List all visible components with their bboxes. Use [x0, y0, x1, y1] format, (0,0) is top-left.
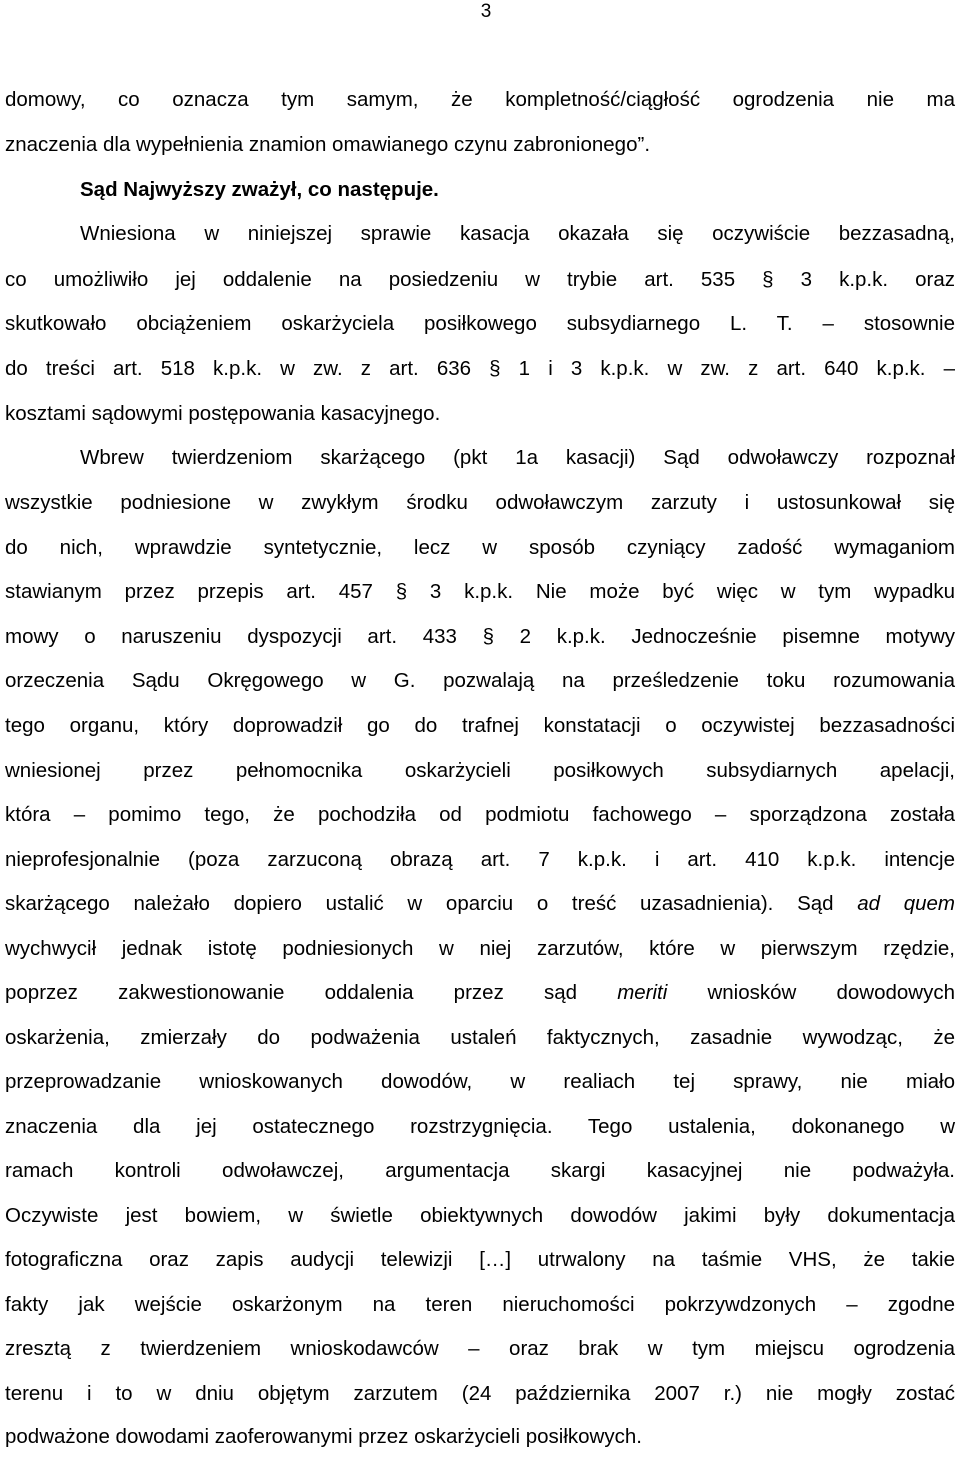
text-line	[5, 577, 955, 607]
text-segment: która – pomimo tego, że pochodziła od podmiotu fachowego – sporządzona została	[5, 803, 955, 826]
text-segment: poprzez zakwestionowanie oddalenia przez sąd	[5, 981, 618, 1004]
text-line	[5, 309, 955, 339]
text-line	[5, 978, 955, 1008]
text-segment: przeprowadzanie wnioskowanych dowodów, w realiach tej sprawy, nie miało	[5, 1070, 955, 1093]
text-line	[5, 1245, 955, 1275]
text-line	[5, 1334, 955, 1364]
text-line	[5, 399, 955, 429]
text-segment: podważone dowodami zaoferowanymi przez oskarżycieli posiłkowych.	[5, 1425, 642, 1448]
text-segment: wszystkie podniesione w zwykłym środku odwoławczym zarzuty i ustosunkował się	[5, 491, 955, 514]
text-segment: ad quem	[857, 892, 956, 915]
text-segment: wniesionej przez pełnomocnika oskarżycieli posiłkowych subsydiarnych apelacji,	[5, 759, 955, 782]
text-line	[5, 711, 955, 741]
text-line	[5, 1290, 955, 1320]
text-segment: do nich, wprawdzie syntetycznie, lecz w sposób czyniący zadość wymaganiom	[5, 536, 955, 559]
text-segment: ramach kontroli odwoławczej, argumentacja skargi kasacyjnej nie podważyła.	[5, 1159, 955, 1182]
text-line	[5, 1156, 955, 1186]
text-segment: nieprofesjonalnie (poza zarzuconą obrazą art. 7 k.p.k. i art. 410 k.p.k. intencje	[5, 848, 955, 871]
text-line	[5, 800, 955, 830]
text-line	[5, 354, 955, 384]
text-line	[5, 1422, 955, 1452]
text-line	[5, 85, 955, 115]
text-line	[5, 889, 955, 919]
text-segment: Wbrew twierdzeniom skarżącego (pkt 1a kasacji) Sąd odwoławczy rozpoznał	[80, 446, 955, 469]
text-line	[5, 1379, 955, 1409]
text-line	[5, 1067, 955, 1097]
page-number: 3	[480, 1, 492, 22]
text-segment: domowy, co oznacza tym samym, że kompletność/ciągłość ogrodzenia nie ma	[5, 88, 955, 111]
text-line	[5, 934, 955, 964]
text-segment: wychwycił jednak istotę podniesionych w niej zarzutów, które w pierwszym rzędzie,	[5, 937, 955, 960]
text-segment: do treści art. 518 k.p.k. w zw. z art. 636 § 1 i 3 k.p.k. w zw. z art. 640 k.p.k. –	[5, 357, 955, 380]
text-segment: znaczenia dla jej ostatecznego rozstrzygnięcia. Tego ustalenia, dokonanego w	[5, 1115, 955, 1138]
text-segment: kosztami sądowymi postępowania kasacyjnego.	[5, 402, 441, 425]
text-segment: znaczenia dla wypełnienia znamion omawianego czynu zabronionego”.	[5, 133, 651, 156]
text-segment: Sąd Najwyższy zważył, co następuje.	[80, 178, 439, 201]
text-line	[5, 756, 955, 786]
text-segment: mowy o naruszeniu dyspozycji art. 433 § 2 k.p.k. Jednocześnie pisemne motywy	[5, 625, 955, 648]
text-segment: orzeczenia Sądu Okręgowego w G. pozwalają na prześledzenie toku rozumowania	[5, 669, 955, 692]
text-segment: stawianym przez przepis art. 457 § 3 k.p.k. Nie może być więc w tym wypadku	[5, 580, 955, 603]
text-line	[5, 622, 955, 652]
text-line	[5, 265, 955, 295]
text-line	[5, 1023, 955, 1053]
text-line	[5, 845, 955, 875]
text-segment: oskarżenia, zmierzały do podważenia ustaleń faktycznych, zasadnie wywodząc, że	[5, 1026, 955, 1049]
text-segment: tego organu, który doprowadził go do trafnej konstatacji o oczywistej bezzasadności	[5, 714, 955, 737]
text-segment: Oczywiste jest bowiem, w świetle obiektywnych dowodów jakimi były dokumentacja	[5, 1204, 955, 1227]
text-segment: zresztą z twierdzeniem wnioskodawców – oraz brak w tym miejscu ogrodzenia	[5, 1337, 955, 1360]
text-line	[5, 1112, 955, 1142]
text-line	[80, 219, 955, 249]
text-segment: skutkowało obciążeniem oskarżyciela posiłkowego subsydiarnego L. T. – stosownie	[5, 312, 955, 335]
text-line	[5, 666, 955, 696]
text-segment: fotograficzna oraz zapis audycji telewizji […] utrwalony na taśmie VHS, że takie	[5, 1248, 955, 1271]
text-line	[5, 1201, 955, 1231]
text-segment: wniosków dowodowych	[667, 981, 955, 1004]
text-segment: skarżącego należało dopiero ustalić w oparciu o treść uzasadnienia). Sąd	[5, 892, 858, 915]
text-segment: terenu i to w dniu objętym zarzutem (24 października 2007 r.) nie mogły zostać	[5, 1382, 955, 1405]
text-segment: fakty jak wejście oskarżonym na teren nieruchomości pokrzywdzonych – zgodne	[5, 1293, 955, 1316]
text-line	[80, 175, 955, 205]
text-segment: Wniesiona w niniejszej sprawie kasacja okazała się oczywiście bezzasadną,	[80, 222, 955, 245]
text-segment: meriti	[617, 981, 668, 1004]
text-line	[80, 443, 955, 473]
text-line	[5, 533, 955, 563]
text-line	[5, 488, 955, 518]
text-line	[5, 130, 955, 160]
text-segment: co umożliwiło jej oddalenie na posiedzeniu w trybie art. 535 § 3 k.p.k. oraz	[5, 268, 955, 291]
